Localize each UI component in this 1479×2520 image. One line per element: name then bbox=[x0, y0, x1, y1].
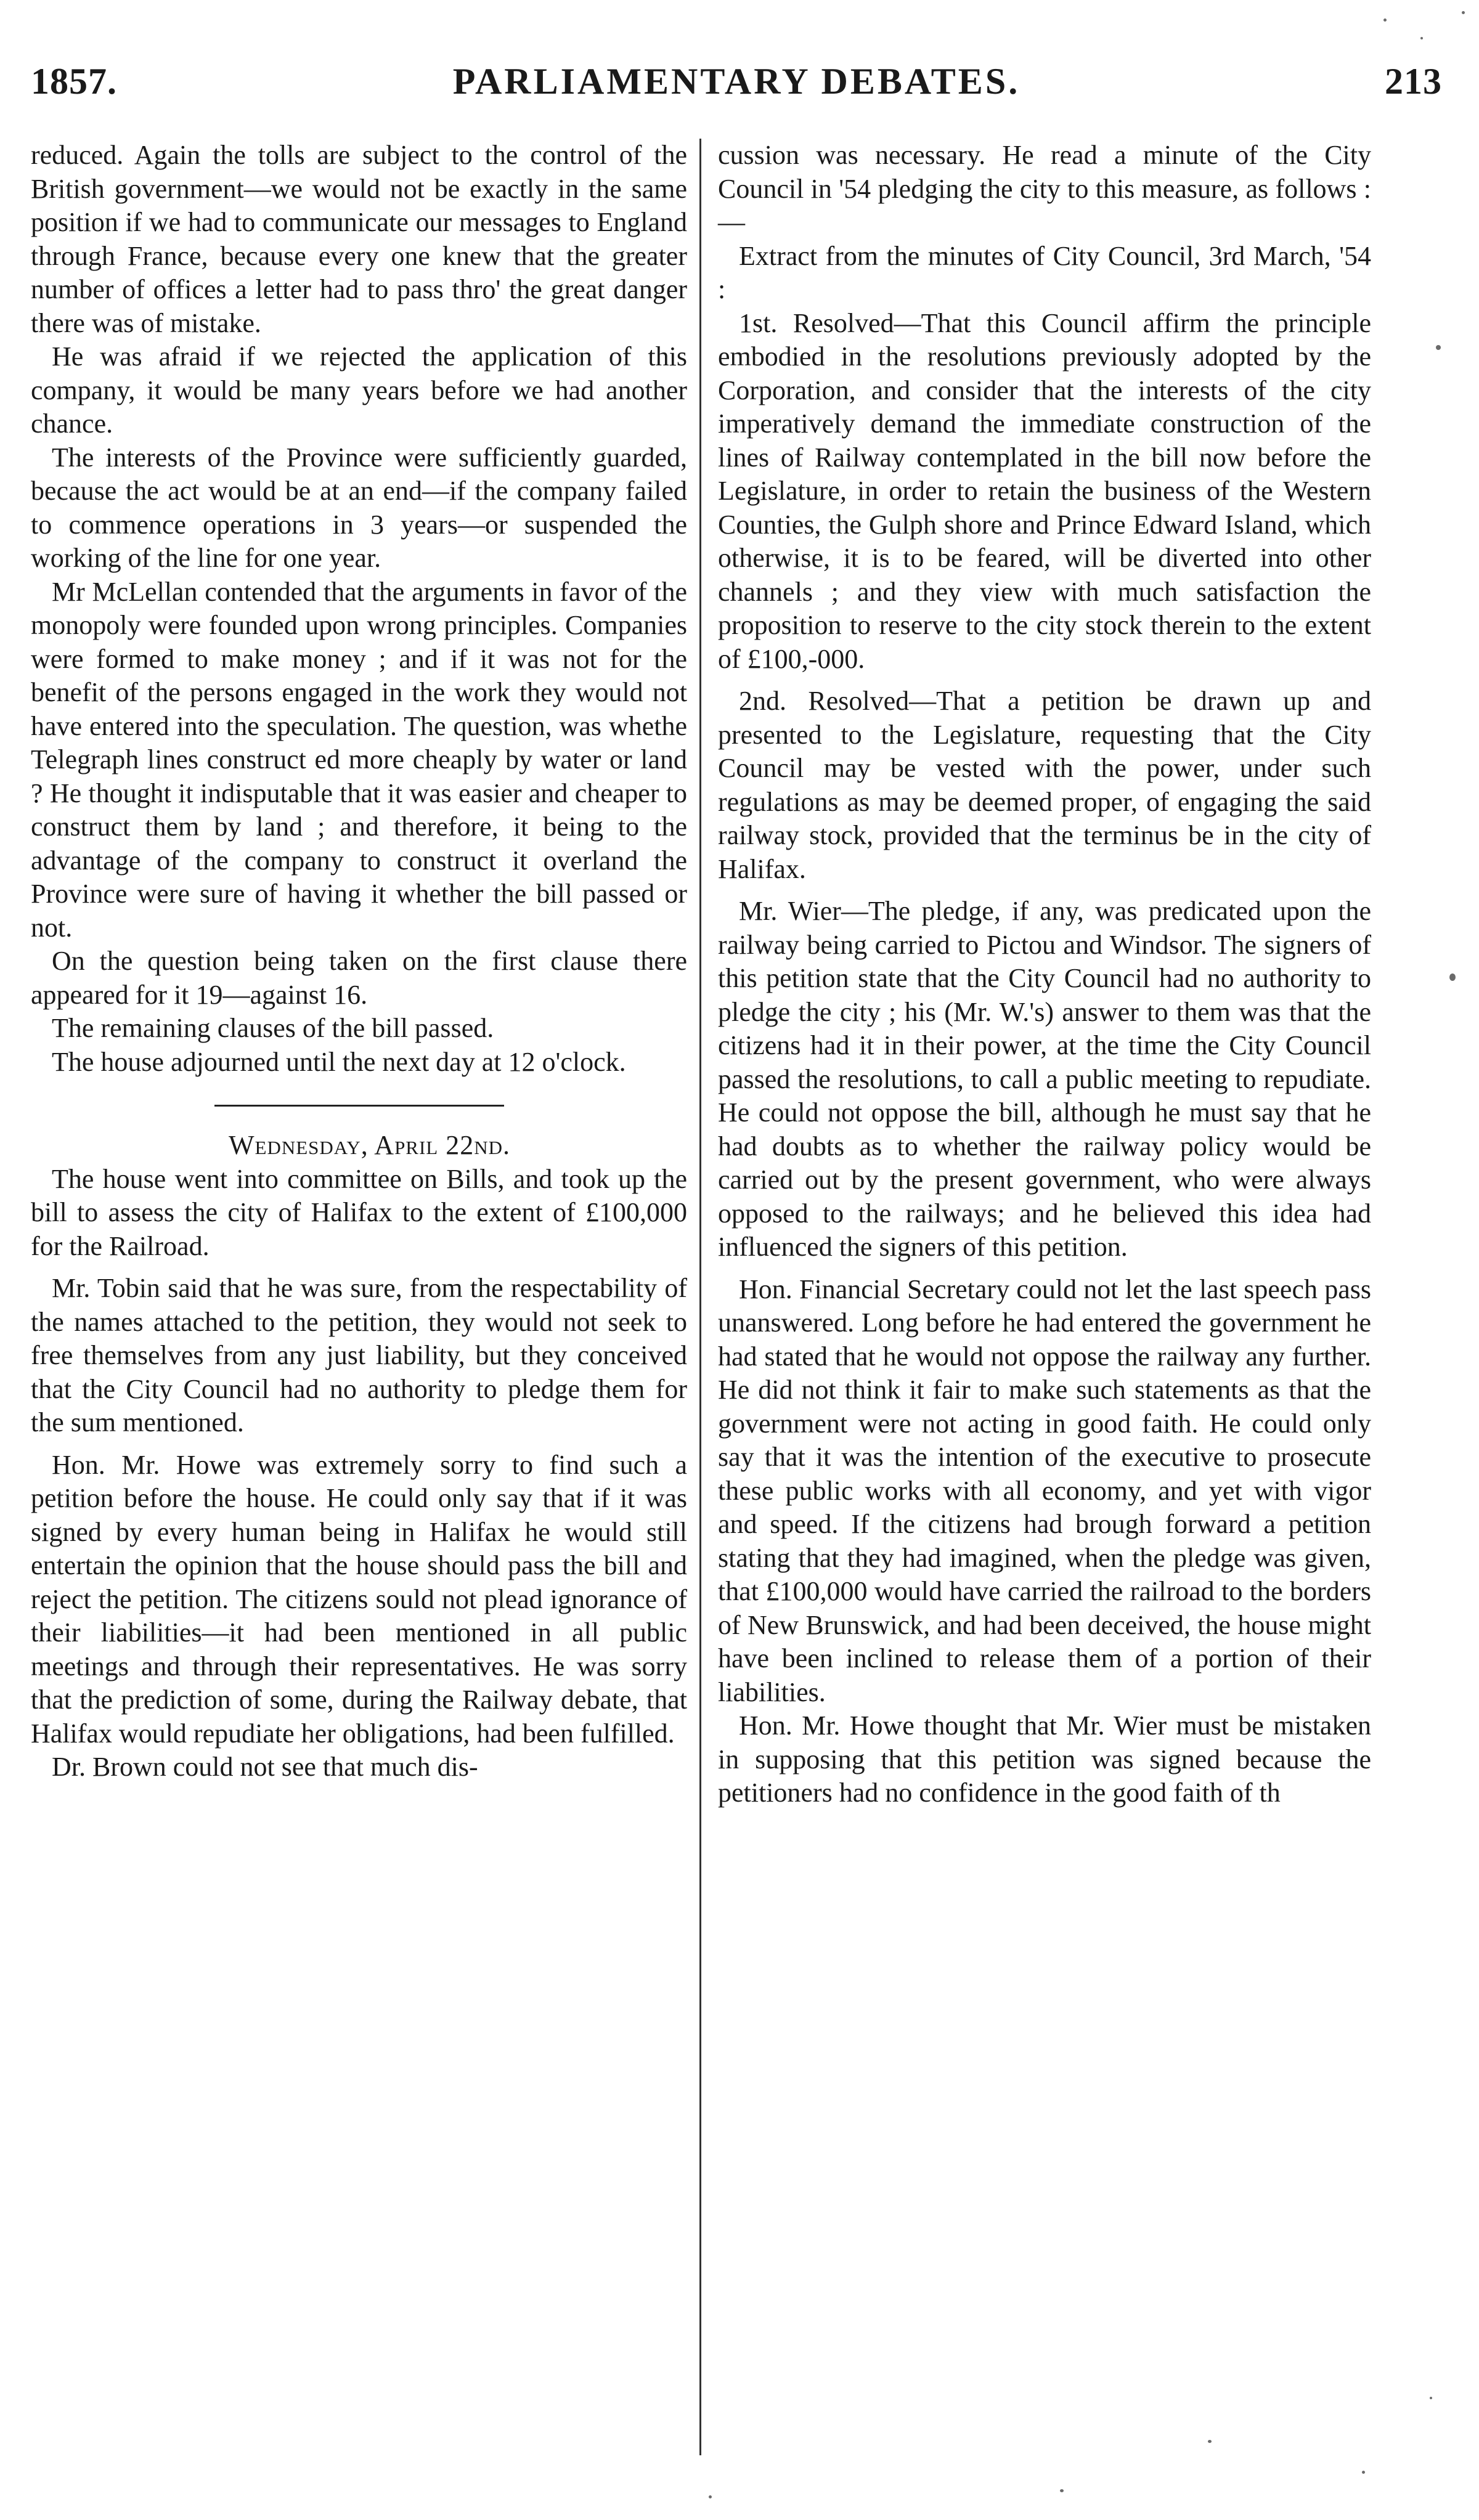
paragraph: cussion was necessary. He read a minute of the City Council in '54 pledging the city to this measure, as follows :— bbox=[718, 140, 1371, 237]
date-heading bbox=[31, 1129, 687, 1163]
print-speckle bbox=[1449, 973, 1456, 981]
paragraph: Extract from the minutes of City Council, 3rd March, '54 : bbox=[718, 240, 1371, 304]
print-speckle bbox=[1060, 2489, 1064, 2492]
paragraph: Mr. Wier—The pledge, if any, was predicated upon the railway being carried to Pictou and Windsor. The signers of this petition state that the City Council had no authority to pledge the city ; his (Mr. W.'s) answer to them was that the citizens had it in their power, at the time the City Council passed the resolutions, to call a public meeting to repudiate. He could not oppose the bill, although he must say that he had doubts as to whether the railway policy would be carried out by the present government, who were always opposed to the railways; and he believed this idea had influenced the signers of this petition. bbox=[718, 896, 1371, 1262]
paragraph: Mr McLellan contended that the arguments in favor of the monopoly were founded upon wrong principles. Companies were formed to make money ; and if it was not for the benefit of the persons engaged in the work they would not have entered into the speculation. The question, was whethe Telegraph lines construct ed more cheaply by water or land ? He thought it indisputable that it was easier and cheaper to construct them by land ; and therefore, it being to the advantage of the company to construct it overland the Province were sure of having it whether the bill passed or not. bbox=[31, 576, 687, 943]
paragraph: reduced. Again the tolls are subject to the control of the British government—we would not be exactly in the same position if we had to communicate our messages to England through France, because every one knew that the greater number of offices a letter had to pass thro' the great danger there was of mistake. bbox=[31, 140, 687, 338]
page-number: 213 bbox=[1385, 61, 1442, 102]
page-header bbox=[31, 57, 1442, 106]
paragraph: 1st. Resolved—That this Council affirm the principle embodied in the resolutions previously adopted by the Corporation, and consider that the interests of the city imperatively demand the immediate construction of the lines of Railway contemplated in the bill now before the Legislature, in order to retain the business of the Western Counties, the Gulph shore and Prince Edward Island, which otherwise, it is to be feared, will be diverted into other channels ; and they view with much satisfaction the proposition to reserve to the city stock therein to the extent of £100,-000. bbox=[718, 307, 1371, 674]
year-label: 1857. bbox=[31, 61, 117, 102]
print-speckle bbox=[709, 2495, 712, 2498]
print-speckle bbox=[1436, 345, 1441, 350]
column-rule bbox=[699, 139, 701, 2455]
paragraph: Hon. Mr. Howe was extremely sorry to find such a petition before the house. He could only say that if it was signed by every human being in Halifax he would still entertain the opinion that the house should pass the bill and reject the petition. The citizens sould not plead ignorance of their liabilities—it had been mentioned in all public meetings and through their representatives. He was sorry that the prediction of some, during the Railway debate, that Halifax would repudiate her obligations, had been fulfilled. bbox=[31, 1449, 687, 1749]
paragraph: The interests of the Province were sufficiently guarded, because the act would be at an end—if the company failed to commence operations in 3 years—or suspended the working of the line for one year. bbox=[31, 442, 687, 573]
paragraph: On the question being taken on the first clause there appeared for it 19—against 16. bbox=[31, 946, 687, 1010]
paragraph: Hon. Mr. Howe thought that Mr. Wier must be mistaken in supposing that this petition was signed because the petitioners had no confidence in the good faith of th bbox=[718, 1710, 1371, 1808]
paragraph: The remaining clauses of the bill passed. bbox=[52, 1013, 494, 1043]
paragraph: The house went into committee on Bills, and took up the bill to assess the city of Halifax to the extent of £100,000 for the Railroad. bbox=[31, 1163, 687, 1261]
paragraph: He was afraid if we rejected the application of this company, it would be many years before we had another chance. bbox=[31, 341, 687, 439]
paragraph: 2nd. Resolved—That a petition be drawn up and presented to the Legislature, requesting that the City Council may be vested with the power, under such regulations as may be deemed proper, of engaging the said railway stock, provided that the terminus be in the city of Halifax. bbox=[718, 686, 1371, 884]
left-column bbox=[31, 139, 687, 1784]
print-speckle bbox=[1420, 37, 1423, 39]
print-speckle bbox=[1362, 2471, 1365, 2474]
paragraph: Hon. Financial Secretary could not let the last speech pass unanswered. Long before he had entered the government he had stated that he would not oppose the railway any further. He did not think it fair to make such statements as that the government were not acting in good faith. He could only say that it was the intention of the executive to prosecute these public works with all economy, and yet with vigor and speed. If the citizens had brough forward a petition stating that they had imagined, when the pledge was given, that £100,000 would have carried the railroad to the borders of New Brunswick, and had been deceived, the house might have been inclined to release them of a portion of their liabilities. bbox=[718, 1274, 1371, 1707]
paragraph: The house adjourned until the next day at 12 o'clock. bbox=[52, 1046, 626, 1077]
print-speckle bbox=[1383, 18, 1387, 22]
print-speckle bbox=[1462, 11, 1465, 14]
running-title: PARLIAMENTARY DEBATES. bbox=[452, 61, 1021, 102]
print-speckle bbox=[1430, 2397, 1432, 2399]
right-column bbox=[718, 139, 1371, 1810]
section-divider bbox=[214, 1105, 504, 1107]
date-heading-text: Wednesday, April 22nd. bbox=[228, 1130, 511, 1160]
print-speckle bbox=[1208, 2440, 1212, 2443]
paragraph: Dr. Brown could not see that much dis- bbox=[52, 1752, 478, 1782]
paragraph: Mr. Tobin said that he was sure, from the respectability of the names attached to the petition, they would not seek to free themselves from any just liability, but they conceived that the City Council had no authority to pledge them for the sum mentioned. bbox=[31, 1273, 687, 1437]
